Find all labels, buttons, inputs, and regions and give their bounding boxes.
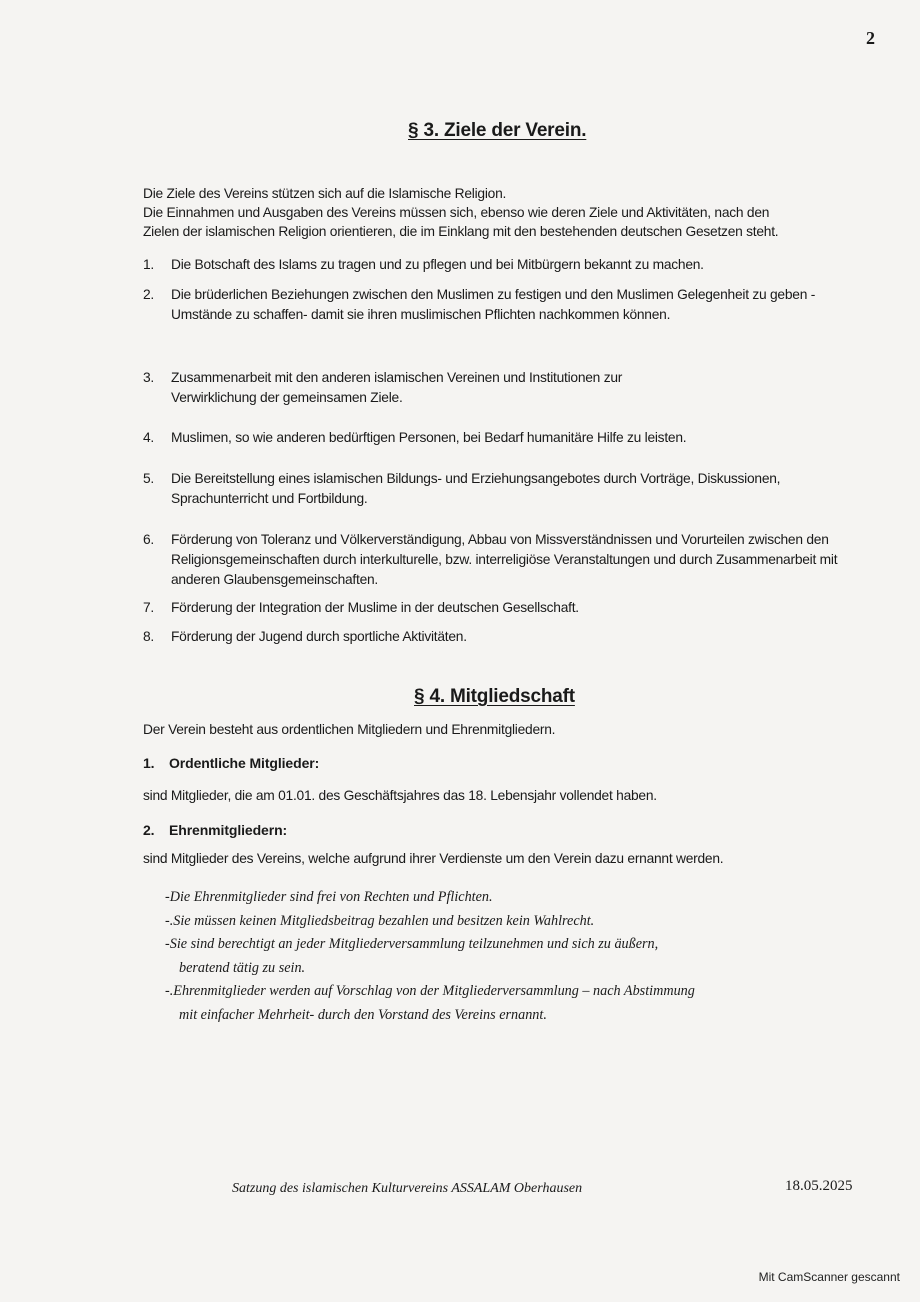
- list-item-text: Die brüderlichen Beziehungen zwischen den Muslimen zu festigen und den Muslimen Gelegenheit zu geben -Umstände zu schaffen- damit sie ihren muslimischen Pflichten nachkommen können.: [171, 287, 816, 322]
- footer-title: Satzung des islamischen Kulturvereins ASSALAM Oberhausen: [232, 1181, 583, 1196]
- list-item-number: 2.: [143, 287, 155, 302]
- list-item-number: 8.: [143, 629, 155, 644]
- subsection-ordinary-members: [143, 755, 319, 771]
- note-line: -Die Ehrenmitglieder sind frei von Rechten und Pflichten.: [165, 889, 493, 905]
- note-line: -.Sie müssen keinen Mitgliedsbeitrag bezahlen und besitzen kein Wahlrecht.: [165, 912, 595, 929]
- intro-line: Die Einnahmen und Ausgaben des Vereins müssen sich, ebenso wie deren Ziele und Aktivitäten, nach den: [143, 205, 770, 220]
- list-item-text: Förderung der Integration der Muslime in der deutschen Gesellschaft.: [171, 600, 579, 615]
- subsection-title: Ehrenmitgliedern:: [169, 822, 288, 838]
- list-item-number: 1.: [143, 257, 155, 272]
- subsection-honorary-members: [143, 822, 287, 838]
- scanner-watermark: Mit CamScanner gescannt: [758, 1270, 900, 1284]
- section-3-intro: [143, 184, 863, 241]
- footer-date: 18.05.2025: [785, 1178, 853, 1194]
- subsection-number: 1.: [143, 755, 155, 771]
- section-4-intro: Der Verein besteht aus ordentlichen Mitgliedern und Ehrenmitgliedern.: [143, 722, 556, 737]
- honorary-notes: [165, 886, 865, 1027]
- note-line: -.Ehrenmitglieder werden auf Vorschlag von der Mitgliederversammlung – nach Abstimmung: [165, 983, 695, 999]
- subsection-number: 2.: [143, 822, 155, 838]
- list-item-text: Zusammenarbeit mit den anderen islamischen Vereinen und Institutionen zur Verwirklichung der gemeinsamen Ziele.: [171, 370, 623, 405]
- intro-line: Die Ziele des Vereins stützen sich auf die Islamische Religion.: [143, 186, 507, 201]
- subsection-text: sind Mitglieder, die am 01.01. des Geschäftsjahres das 18. Lebensjahr vollendet haben.: [143, 788, 657, 803]
- list-item-number: 3.: [143, 370, 155, 385]
- note-line: beratend tätig zu sein.: [179, 959, 306, 976]
- note-line: mit einfacher Mehrheit- durch den Vorstand des Vereins ernannt.: [179, 1006, 547, 1023]
- section-3-title: § 3. Ziele der Verein.: [408, 120, 587, 141]
- intro-line: Zielen der islamischen Religion orientieren, die im Einklang mit den bestehenden deutschen Gesetzen steht.: [143, 224, 779, 239]
- section-4-title: § 4. Mitgliedschaft: [414, 686, 575, 707]
- page-number: 2: [866, 28, 875, 48]
- list-item-number: 6.: [143, 532, 155, 547]
- note-line: -Sie sind berechtigt an jeder Mitgliederversammlung teilzunehmen und sich zu äußern,: [165, 936, 659, 952]
- list-item-text: Förderung der Jugend durch sportliche Aktivitäten.: [171, 629, 467, 644]
- list-item-number: 7.: [143, 600, 155, 615]
- list-item-text: Muslimen, so wie anderen bedürftigen Personen, bei Bedarf humanitäre Hilfe zu leisten.: [171, 430, 687, 445]
- list-item-text: Förderung von Toleranz und Völkerverständigung, Abbau von Missverständnissen und Vorurteilen zwischen den Religionsgemeinschaften durch interkulturelle, bzw. interreligiöse Veranstaltungen und durch Zusammenarbeit mit anderen Glaubensgemeinschaften.: [171, 532, 838, 587]
- subsection-title: Ordentliche Mitglieder:: [169, 755, 320, 771]
- list-item-text: Die Botschaft des Islams zu tragen und zu pflegen und bei Mitbürgern bekannt zu machen.: [171, 257, 704, 272]
- list-item-text: Die Bereitstellung eines islamischen Bildungs- und Erziehungsangebotes durch Vorträge, Diskussionen, Sprachunterricht und Fortbildung.: [171, 471, 781, 506]
- subsection-text: sind Mitglieder des Vereins, welche aufgrund ihrer Verdienste um den Verein dazu ernannt werden.: [143, 851, 724, 866]
- list-item-number: 4.: [143, 430, 155, 445]
- list-item-number: 5.: [143, 471, 155, 486]
